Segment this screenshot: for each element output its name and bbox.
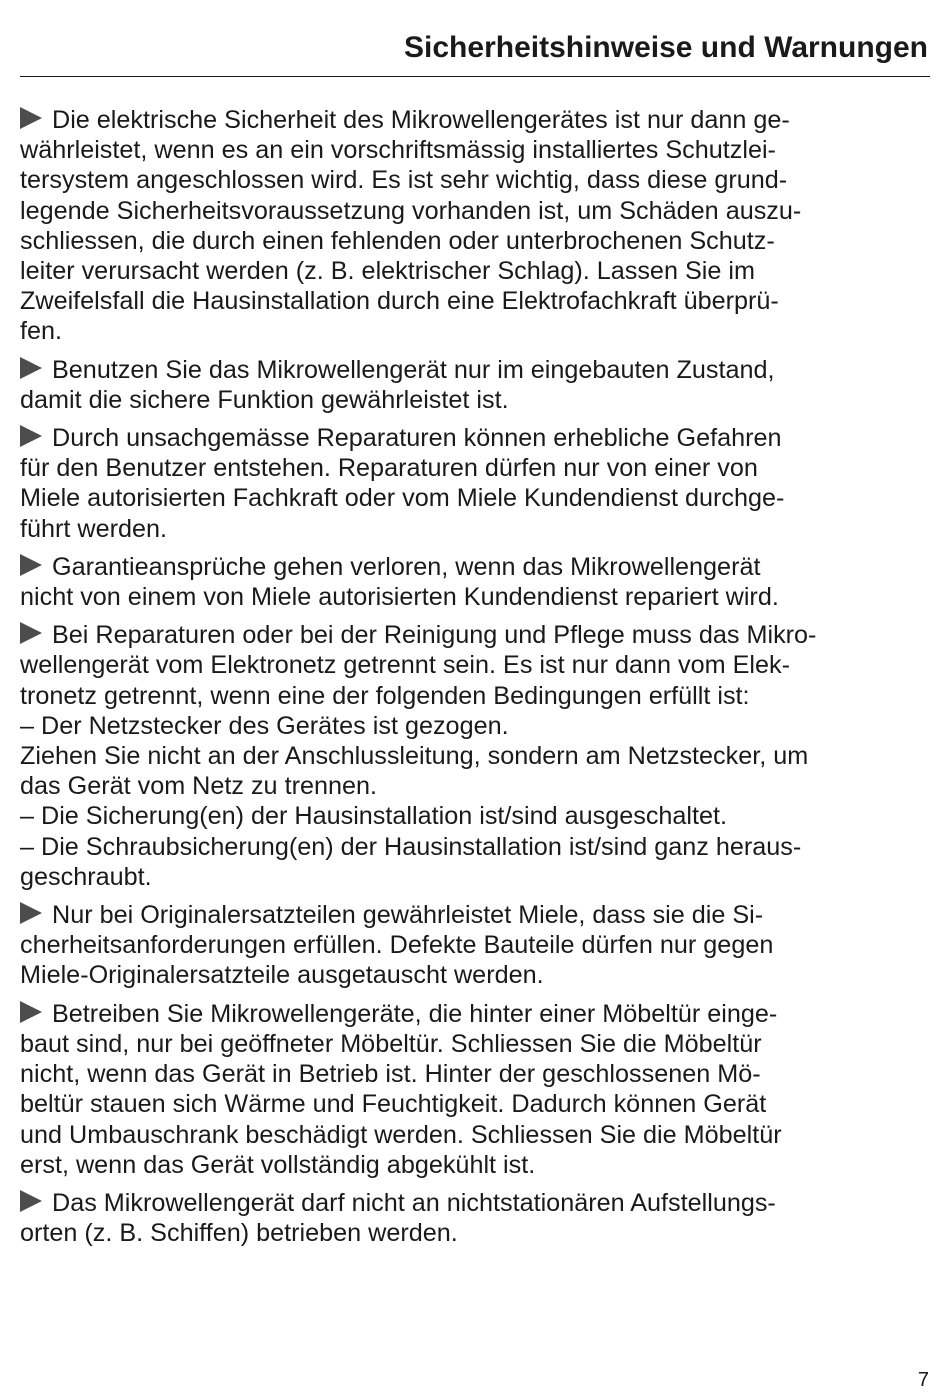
line-text: damit die sichere Funktion gewährleistet ist.	[20, 385, 509, 414]
line-text: nicht von einem von Miele autorisierten Kundendienst repariert wird.	[20, 583, 779, 612]
text-line	[20, 930, 930, 960]
line-text: und Umbauschrank beschädigt werden. Schliessen Sie die Möbeltür	[20, 1120, 782, 1149]
text-line	[20, 960, 930, 990]
text-line	[20, 711, 930, 741]
safety-paragraph	[20, 620, 930, 892]
safety-paragraph	[20, 900, 930, 991]
line-text: führt werden.	[20, 514, 168, 543]
line-text: schliessen, die durch einen fehlenden oder unterbrochenen Schutz-	[20, 226, 775, 255]
text-line	[20, 1150, 930, 1180]
text-line	[20, 514, 930, 544]
text-line	[20, 832, 930, 862]
line-text: währleistet, wenn es an ein vorschriftsmässig installiertes Schutzlei-	[20, 136, 776, 165]
line-text: Betreiben Sie Mikrowellengeräte, die hinter einer Möbeltür einge-	[52, 999, 778, 1028]
safety-paragraph	[20, 552, 930, 612]
line-text: fen.	[20, 317, 63, 346]
line-text: – Die Sicherung(en) der Hausinstallation ist/sind ausgeschaltet.	[20, 802, 728, 831]
text-line	[20, 1188, 930, 1218]
text-line	[20, 256, 930, 286]
text-line	[20, 999, 930, 1029]
text-line	[20, 453, 930, 483]
line-text: Durch unsachgemässe Reparaturen können erhebliche Gefahren	[52, 424, 782, 453]
line-text: Ziehen Sie nicht an der Anschlussleitung, sondern am Netzstecker, um	[20, 742, 809, 771]
line-text: – Die Schraubsicherung(en) der Hausinstallation ist/sind ganz heraus-	[20, 832, 802, 861]
text-line	[20, 650, 930, 680]
line-text: das Gerät vom Netz zu trennen.	[20, 772, 377, 801]
line-text: orten (z. B. Schiffen) betrieben werden.	[20, 1219, 458, 1248]
text-line	[20, 226, 930, 256]
line-text: tersystem angeschlossen wird. Es ist sehr wichtig, dass diese grund-	[20, 166, 788, 195]
line-text: Nur bei Originalersatzteilen gewährleistet Miele, dass sie die Si-	[52, 901, 764, 930]
line-text: für den Benutzer entstehen. Reparaturen dürfen nur von einer von	[20, 454, 758, 483]
line-text: Benutzen Sie das Mikrowellengerät nur im eingebauten Zustand,	[52, 355, 775, 384]
safety-paragraph	[20, 105, 930, 347]
text-line	[20, 900, 930, 930]
line-text: Garantieansprüche gehen verloren, wenn das Mikrowellengerät	[52, 552, 761, 581]
line-text: Zweifelsfall die Hausinstallation durch eine Elektrofachkraft überprü-	[20, 287, 779, 316]
text-line	[20, 165, 930, 195]
triangle-bullet-icon	[20, 1001, 42, 1023]
page-number: 7	[917, 1369, 929, 1391]
text-line	[20, 385, 930, 415]
text-line	[20, 355, 930, 385]
line-text: Bei Reparaturen oder bei der Reinigung und Pflege muss das Mikro-	[52, 621, 817, 650]
line-text: wellengerät vom Elektronetz getrennt sein. Es ist nur dann vom Elek-	[20, 651, 790, 680]
text-line	[20, 1120, 930, 1150]
text-line	[20, 483, 930, 513]
line-text: leiter verursacht werden (z. B. elektrischer Schlag). Lassen Sie im	[20, 257, 755, 286]
triangle-bullet-icon	[20, 622, 42, 644]
line-text: Miele-Originalersatzteile ausgetauscht werden.	[20, 961, 544, 990]
text-line	[20, 771, 930, 801]
text-line	[20, 423, 930, 453]
line-text: Die elektrische Sicherheit des Mikrowellengerätes ist nur dann ge-	[52, 106, 790, 134]
text-line	[20, 286, 930, 316]
safety-paragraph	[20, 1188, 930, 1248]
line-text: erst, wenn das Gerät vollständig abgekühlt ist.	[20, 1150, 536, 1179]
text-line	[20, 196, 930, 226]
page-title: Sicherheitshinweise und Warnungen	[404, 31, 928, 64]
text-line	[20, 316, 930, 346]
line-text: beltür stauen sich Wärme und Feuchtigkeit. Dadurch können Gerät	[20, 1090, 767, 1119]
triangle-bullet-icon	[20, 425, 42, 447]
safety-paragraph	[20, 423, 930, 544]
line-text: – Der Netzstecker des Gerätes ist gezogen.	[20, 711, 509, 740]
safety-paragraph	[20, 999, 930, 1180]
text-line	[20, 1029, 930, 1059]
text-line	[20, 1089, 930, 1119]
text-line	[20, 135, 930, 165]
text-line	[20, 620, 930, 650]
triangle-bullet-icon	[20, 1190, 42, 1212]
line-text: legende Sicherheitsvoraussetzung vorhanden ist, um Schäden auszu-	[20, 196, 802, 225]
header-divider	[20, 76, 930, 77]
text-line	[20, 801, 930, 831]
triangle-bullet-icon	[20, 902, 42, 924]
text-line	[20, 681, 930, 711]
line-text: nicht, wenn das Gerät in Betrieb ist. Hinter der geschlossenen Mö-	[20, 1060, 761, 1089]
triangle-bullet-icon	[20, 357, 42, 379]
line-text: baut sind, nur bei geöffneter Möbeltür. Schliessen Sie die Möbeltür	[20, 1029, 762, 1058]
page-body	[20, 105, 930, 1256]
text-line	[20, 1059, 930, 1089]
line-text: Miele autorisierten Fachkraft oder vom Miele Kundendienst durchge-	[20, 484, 785, 513]
text-line	[20, 1218, 930, 1248]
line-text: geschraubt.	[20, 862, 152, 891]
text-line	[20, 552, 930, 582]
manual-page	[20, 0, 930, 1396]
text-line	[20, 862, 930, 892]
line-text: cherheitsanforderungen erfüllen. Defekte Bauteile dürfen nur gegen	[20, 931, 774, 960]
text-line	[20, 105, 930, 135]
triangle-bullet-icon	[20, 554, 42, 576]
text-line	[20, 582, 930, 612]
line-text: Das Mikrowellengerät darf nicht an nichtstationären Aufstellungs-	[52, 1188, 776, 1217]
triangle-bullet-icon	[20, 107, 42, 129]
line-text: tronetz getrennt, wenn eine der folgenden Bedingungen erfüllt ist:	[20, 681, 750, 710]
text-line	[20, 741, 930, 771]
safety-paragraph	[20, 355, 930, 415]
